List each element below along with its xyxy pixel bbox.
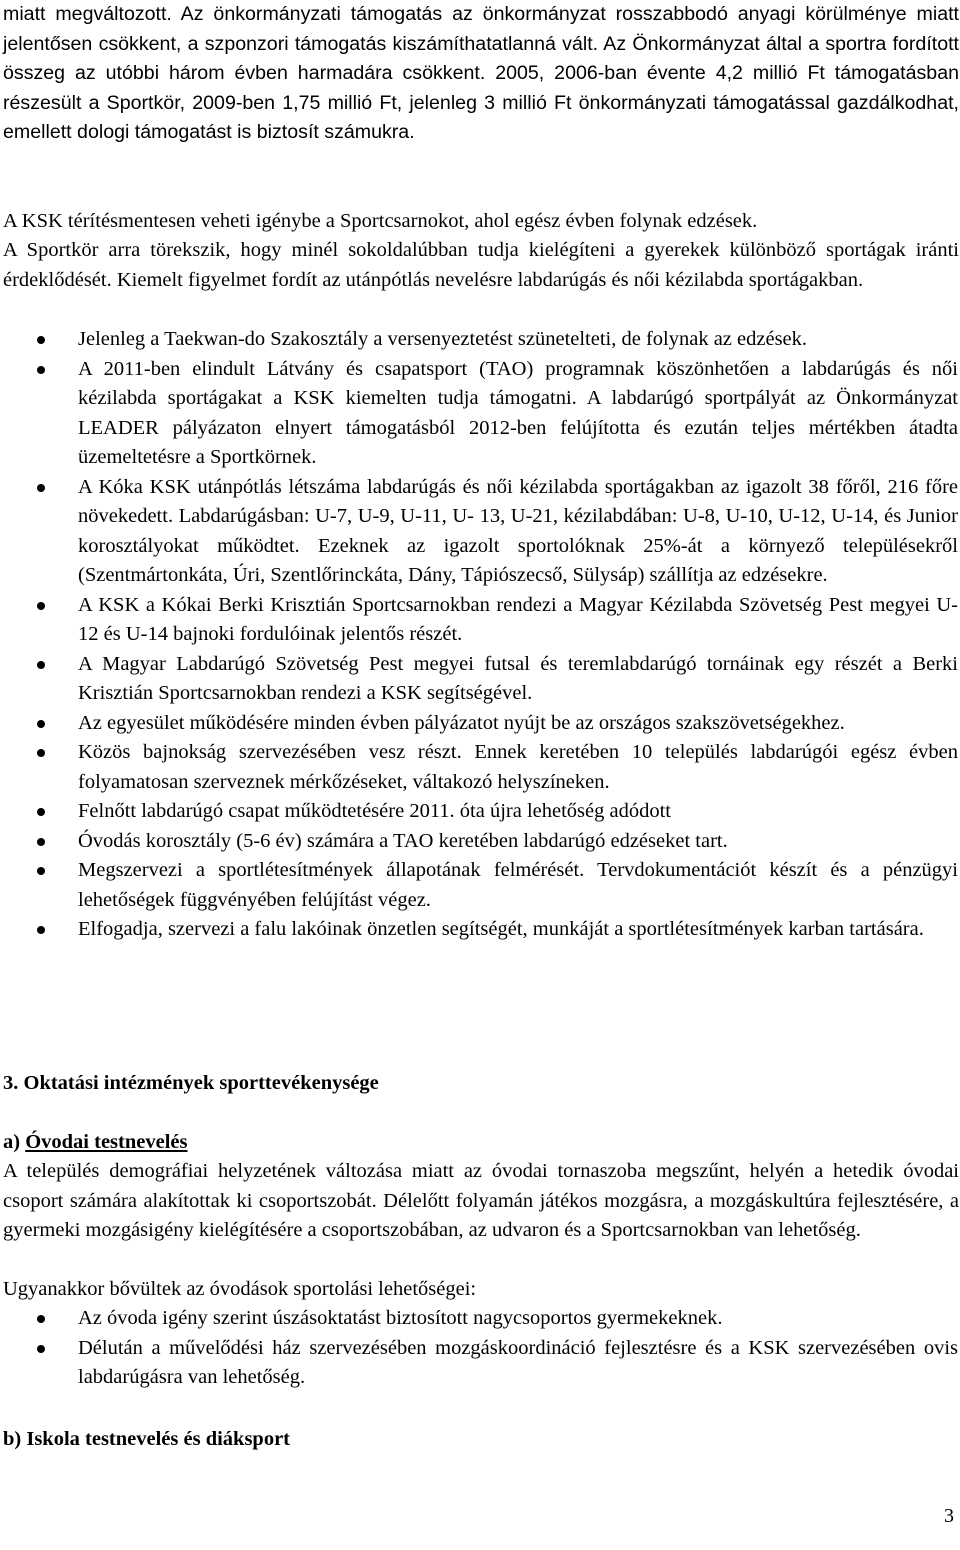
- list-item: [0, 1334, 958, 1393]
- list-item: [0, 473, 958, 591]
- bullet-icon: [37, 867, 45, 875]
- list-item: [0, 650, 958, 709]
- list-item: [0, 738, 958, 797]
- paragraph-bovultek: Ugyanakkor bővültek az óvodások sportolási lehetőségei:: [3, 1278, 477, 1300]
- intro-paragraph: miatt megváltozott. Az önkormányzati támogatás az önkormányzat rosszabbodó anyagi körülménye miatt jelentősen csökkent, a szponzori támogatás kiszámíthatatlanná vált. Az Önkormányzat által a sportra fordított összeg az utóbbi három évben harmadára csökkent. 2005, 2006-ban évente 4,2 millió Ft támogatásban részesült a Sportkör, 2009-ben 1,75 millió Ft, jelenleg 3 millió Ft önkormányzati támogatással gazdálkodhat, emellett dologi támogatást is biztosít számukra.: [3, 3, 959, 143]
- bullet-icon: [37, 749, 45, 757]
- page-number: 3: [944, 1505, 954, 1527]
- list-item-text: Közös bajnokság szervezésében vesz részt. Ennek keretében 10 település labdarúgói egész évben folyamatosan szerveznek mérkőzéseket, váltakozó helyszíneken.: [78, 741, 958, 793]
- paragraph-sportcsarnok: A KSK térítésmentesen veheti igénybe a Sportcsarnokot, ahol egész évben folynak edzések.: [3, 210, 758, 232]
- list-item-text: Felnőtt labdarúgó csapat működtetésére 2011. óta újra lehetőség adódott: [78, 800, 671, 822]
- list-item-text: Jelenleg a Taekwan-do Szakosztály a versenyeztetést szünetelteti, de folynak az edzések.: [78, 328, 808, 350]
- list-item: [0, 827, 958, 857]
- list-item-text: Óvodás korosztály (5-6 év) számára a TAO keretében labdarúgó edzéseket tart.: [78, 829, 728, 852]
- bullet-icon: [37, 720, 45, 728]
- list-item-text: Elfogadja, szervezi a falu lakóinak önzetlen segítségét, munkáját a sportlétesítmények karban tartására.: [78, 918, 924, 940]
- list-item: [0, 355, 958, 473]
- section-3-heading: 3. Oktatási intézmények sporttevékenysége: [3, 1072, 379, 1094]
- subsection-a-heading: [3, 1128, 187, 1158]
- list-item: [0, 591, 958, 650]
- bullet-icon: [37, 336, 45, 344]
- bullet-icon: [37, 808, 45, 816]
- paragraph-ovoda: A település demográfiai helyzetének változása miatt az óvodai tornaszoba megszűnt, helyén a hetedik óvodai csoport számára alakítottak ki csoportszobát. Délelőtt folyamán játékos mozgásra, a mozgáskultúra fejlesztésére, a gyermeki mozgásigény kielégítésére a csoportszobában, az udvaron és a Sportcsarnokban van lehetőség.: [3, 1160, 959, 1241]
- list-item: [0, 325, 958, 355]
- list-item-text: Az óvoda igény szerint úszásoktatást biztosított nagycsoportos gyermekeknek.: [78, 1307, 723, 1329]
- list-item: [0, 709, 958, 739]
- bullet-icon: [37, 1315, 45, 1323]
- list-item-text: Az egyesület működésére minden évben pályázatot nyújt be az országos szakszövetségekhez.: [78, 711, 845, 734]
- paragraph-sportkor: A Sportkör arra törekszik, hogy minél sokoldalúbban tudja kielégíteni a gyerekek különböző sportágak iránti érdeklődését. Kiemelt figyelmet fordít az utánpótlás nevelésre labdarúgás és női kézilabda sportágakban.: [3, 239, 959, 291]
- list-item-text: A 2011-ben elindult Látvány és csapatsport (TAO) programnak köszönhetően a labdarúgás és női kézilabda sportágakat a KSK kiemelten tudja támogatni. A labdarúgó sportpályát az Önkormányzat LEADER pályázaton elnyert támogatásból 2012-ben felújította és ezután teljes mértékben átadta üzemeltetésre a Sportkörnek.: [78, 357, 958, 468]
- bullet-icon: [37, 602, 45, 610]
- bullet-icon: [37, 484, 45, 492]
- ksk-activities-list: [0, 325, 958, 945]
- list-item-text: A Kóka KSK utánpótlás létszáma labdarúgás és női kézilabda sportágakban az igazolt 38 főről, 216 főre növekedett. Labdarúgásban: U-7, U-9, U-11, U- 13, U-21, kézilabdában: U-8, U-10, U-12, U-14, és Junior korosztályokat működtet. Ezeknek az igazolt sportolóknak 25%-át a környező településekről (Szentmártonkáta, Úri, Szentlőrinckáta, Dány, Tápiószecső, Sülysáp) szállítja az edzésekre.: [78, 475, 958, 586]
- bullet-icon: [37, 661, 45, 669]
- list-item-text: Megszervezi a sportlétesítmények állapotának felmérését. Tervdokumentációt készít és a pénzügyi lehetőségek függvényében felújítást végez.: [78, 859, 958, 911]
- bullet-icon: [37, 1345, 45, 1353]
- list-item-text: Délután a művelődési ház szervezésében mozgáskoordináció fejlesztésre és a KSK szervezésében ovis labdarúgásra van lehetőség.: [78, 1336, 958, 1388]
- list-item-text: A Magyar Labdarúgó Szövetség Pest megyei futsal és teremlabdarúgó tornáinak egy részét a Berki Krisztián Sportcsarnokban rendezi a KSK segítségével.: [78, 652, 958, 704]
- list-item: [0, 797, 958, 827]
- list-item: [0, 1304, 958, 1334]
- ovoda-list: [0, 1304, 958, 1393]
- list-item-text: A KSK a Kókai Berki Krisztián Sportcsarnokban rendezi a Magyar Kézilabda Szövetség Pest megyei U-12 és U-14 bajnoki fordulóinak jelentős részét.: [78, 593, 958, 645]
- subsection-a-title: Óvodai testnevelés: [25, 1131, 188, 1153]
- bullet-icon: [37, 838, 45, 846]
- subsection-a-prefix: a): [3, 1131, 26, 1153]
- bullet-icon: [37, 366, 45, 374]
- subsection-b-heading: b) Iskola testnevelés és diáksport: [3, 1428, 291, 1450]
- list-item: [0, 915, 958, 945]
- bullet-icon: [37, 926, 45, 934]
- list-item: [0, 856, 958, 915]
